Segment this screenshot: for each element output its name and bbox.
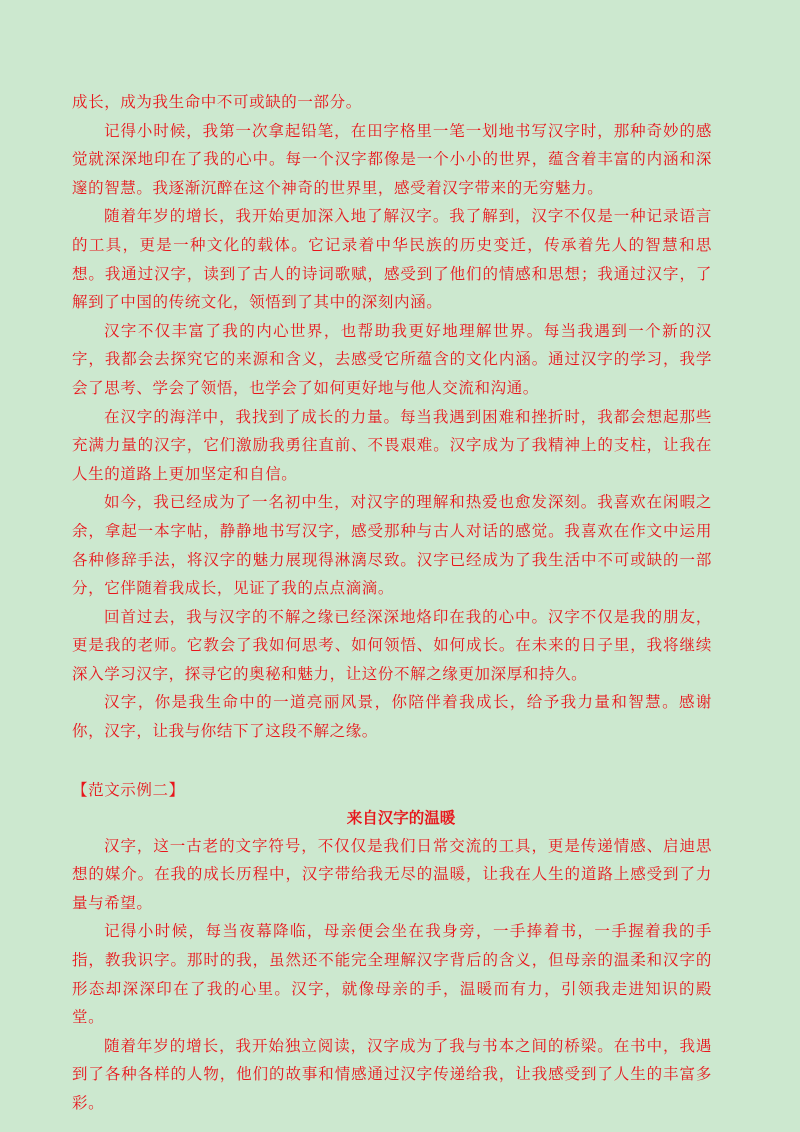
- essay1-paragraph-1: 成长，成为我生命中不可或缺的一部分。: [72, 93, 362, 111]
- essay2-paragraph-3: 随着年岁的增长，我开始独立阅读，汉字成为了我与书本之间的桥梁。在书中，我遇到了各种各样的人物，他们的故事和情感通过汉字传递给我，让我感受到了人生的丰富多彩。: [72, 1036, 712, 1112]
- essay1-paragraph-5: 在汉字的海洋中，我找到了成长的力量。每当我遇到困难和挫折时，我都会想起那些充满力量的汉字，它们激励我勇往直前、不畏艰难。汉字成为了我精神上的支柱，让我在人生的道路上更加坚定和自信。: [72, 407, 712, 483]
- essay-two: [72, 832, 712, 1118]
- essay1-paragraph-4: 汉字不仅丰富了我的内心世界，也帮助我更好地理解世界。每当我遇到一个新的汉字，我都会去探究它的来源和含义，去感受它所蕴含的文化内涵。通过汉字的学习，我学会了思考、学会了领悟，也学会了如何更好地与他人交流和沟通。: [72, 321, 712, 397]
- essay-one: [72, 88, 712, 746]
- essay1-paragraph-7: 回首过去，我与汉字的不解之缘已经深深地烙印在我的心中。汉字不仅是我的朋友，更是我的老师。它教会了我如何思考、如何领悟、如何成长。在未来的日子里，我将继续深入学习汉字，探寻它的奥秘和魅力，让这份不解之缘更加深厚和持久。: [72, 607, 712, 683]
- section-label: 【范文示例二】: [72, 780, 185, 799]
- essay1-paragraph-3: 随着年岁的增长，我开始更加深入地了解汉字。我了解到，汉字不仅是一种记录语言的工具，更是一种文化的载体。它记录着中华民族的历史变迁，传承着先人的智慧和思想。我通过汉字，读到了古人的诗词歌赋，感受到了他们的情感和思想；我通过汉字，了解到了中国的传统文化，领悟到了其中的深刻内涵。: [72, 207, 712, 312]
- essay2-paragraph-1: 汉字，这一古老的文字符号，不仅仅是我们日常交流的工具，更是传递情感、启迪思想的媒介。在我的成长历程中，汉字带给我无尽的温暖，让我在人生的道路上感受到了力量与希望。: [72, 836, 712, 912]
- essay-title: 来自汉字的温暖: [346, 808, 456, 827]
- essay1-paragraph-6: 如今，我已经成为了一名初中生，对汉字的理解和热爱也愈发深刻。我喜欢在闲暇之余，拿起一本字帖，静静地书写汉字，感受那种与古人对话的感觉。我喜欢在作文中运用各种修辞手法，将汉字的魅力展现得淋漓尽致。汉字已经成为了我生活中不可或缺的一部分，它伴随着我成长，见证了我的点点滴滴。: [72, 493, 712, 598]
- essay1-paragraph-8: 汉字，你是我生命中的一道亮丽风景，你陪伴着我成长，给予我力量和智慧。感谢你，汉字，让我与你结下了这段不解之缘。: [72, 693, 712, 741]
- essay2-paragraph-2: 记得小时候，每当夜幕降临，母亲便会坐在我身旁，一手捧着书，一手握着我的手指，教我识字。那时的我，虽然还不能完全理解汉字背后的含义，但母亲的温柔和汉字的形态却深深印在了我的心里。汉字，就像母亲的手，温暖而有力，引领我走进知识的殿堂。: [72, 922, 712, 1027]
- essay1-paragraph-2: 记得小时候，我第一次拿起铅笔，在田字格里一笔一划地书写汉字时，那种奇妙的感觉就深深地印在了我的心中。每一个汉字都像是一个小小的世界，蕴含着丰富的内涵和深邃的智慧。我逐渐沉醉在这个神奇的世界里，感受着汉字带来的无穷魅力。: [72, 121, 712, 197]
